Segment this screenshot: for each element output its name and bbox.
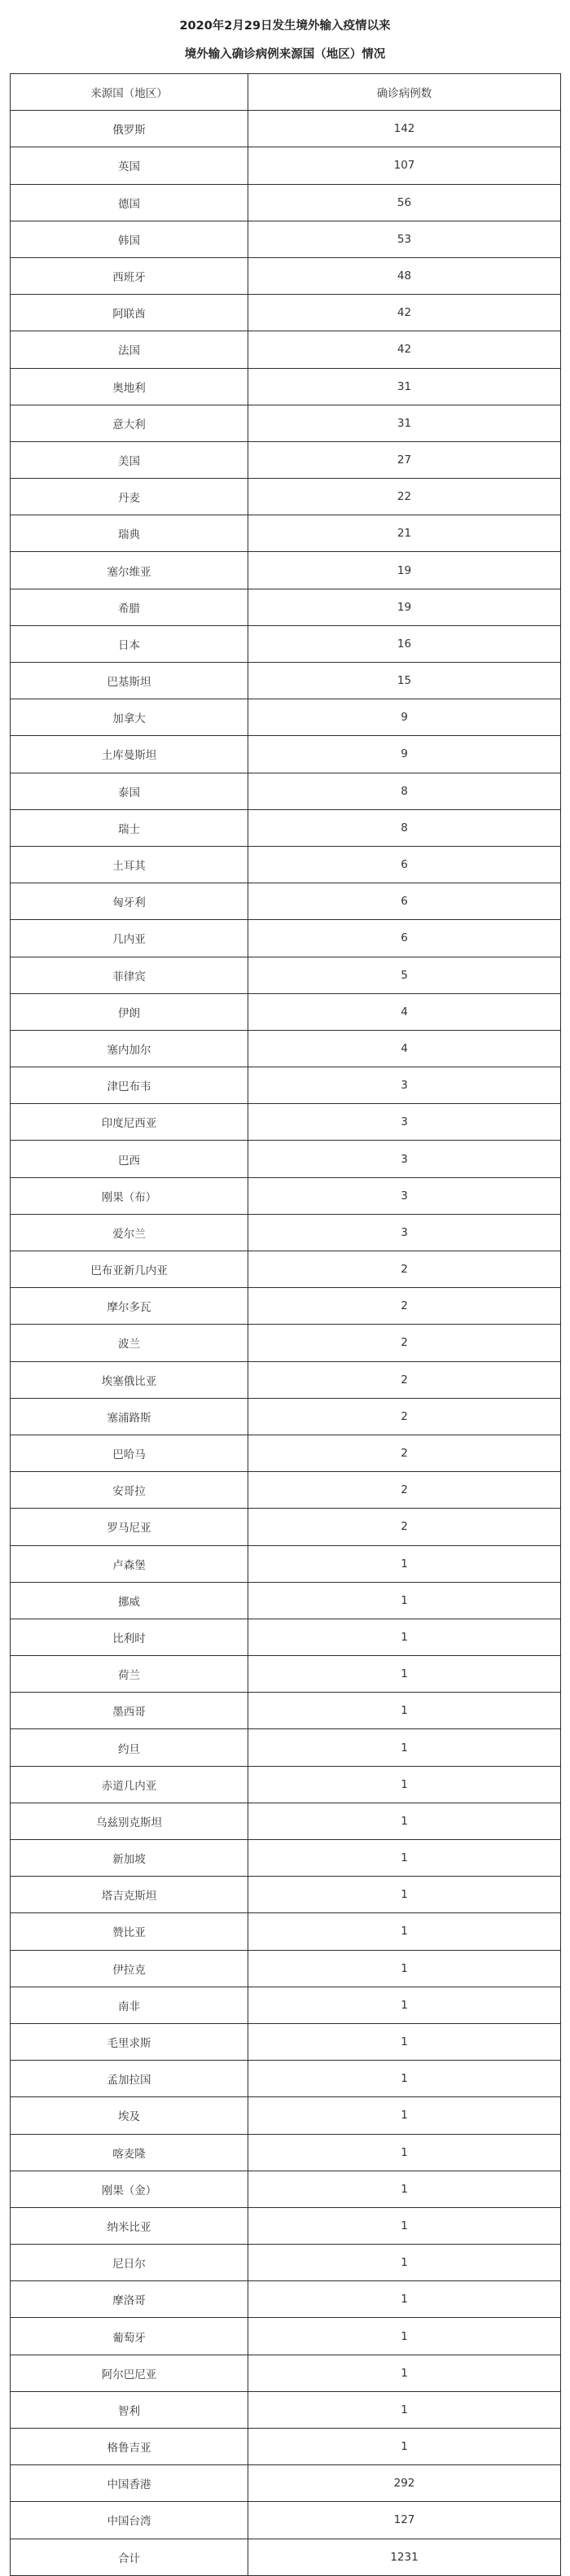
header-region: 来源国（地区）: [11, 74, 248, 111]
document-subtitle: 境外输入确诊病例来源国（地区）情况: [184, 48, 386, 61]
region-cell: 墨西哥: [11, 1693, 248, 1729]
table-row: [11, 1472, 561, 1509]
cases-cell: 2: [248, 1435, 561, 1471]
cases-cell: 3: [248, 1214, 561, 1251]
cases-cell: 5: [248, 957, 561, 993]
table-row: [11, 1877, 561, 1913]
table-row: [11, 1325, 561, 1361]
region-cell: 南非: [11, 1987, 248, 2023]
table-row: [11, 515, 561, 552]
region-cell: 新加坡: [11, 1840, 248, 1877]
cases-cell: 6: [248, 883, 561, 920]
table-row: [11, 2207, 561, 2244]
table-row: [11, 1803, 561, 1839]
cases-cell: 1: [248, 1656, 561, 1693]
region-cell: 奥地利: [11, 368, 248, 405]
cases-cell: 1: [248, 2207, 561, 2244]
cases-cell: 1: [248, 2171, 561, 2207]
table-row: [11, 2355, 561, 2391]
cases-cell: 19: [248, 589, 561, 625]
cases-cell: 19: [248, 552, 561, 589]
region-cell: 津巴布韦: [11, 1067, 248, 1104]
cases-cell: 16: [248, 625, 561, 662]
cases-cell: 1: [248, 1545, 561, 1582]
region-cell: 孟加拉国: [11, 2061, 248, 2097]
cases-cell: 9: [248, 736, 561, 773]
region-cell: 德国: [11, 184, 248, 221]
table-row: [11, 1141, 561, 1177]
region-cell: 瑞典: [11, 515, 248, 552]
region-cell: 中国台湾: [11, 2502, 248, 2539]
cases-cell: 1: [248, 2391, 561, 2428]
cases-cell: 3: [248, 1104, 561, 1141]
table-row: [11, 552, 561, 589]
cases-cell: 22: [248, 479, 561, 515]
table-row: [11, 2245, 561, 2281]
region-cell: 巴布亚新几内亚: [11, 1251, 248, 1288]
cases-table-body: [11, 74, 561, 2576]
table-row: [11, 331, 561, 368]
region-cell: 塔吉克斯坦: [11, 1877, 248, 1913]
cases-cell: 292: [248, 2465, 561, 2502]
cases-cell: 15: [248, 663, 561, 699]
table-row: [11, 883, 561, 920]
cases-cell: 31: [248, 368, 561, 405]
table-row: [11, 1766, 561, 1803]
cases-cell: 1: [248, 1877, 561, 1913]
region-cell: 比利时: [11, 1619, 248, 1655]
region-cell: 丹麦: [11, 479, 248, 515]
region-cell: 摩尔多瓦: [11, 1288, 248, 1325]
region-cell: 荷兰: [11, 1656, 248, 1693]
region-cell: 纳米比亚: [11, 2207, 248, 2244]
cases-cell: 1231: [248, 2539, 561, 2575]
region-cell: 爱尔兰: [11, 1214, 248, 1251]
cases-cell: 2: [248, 1509, 561, 1545]
table-header-row: [11, 74, 561, 111]
table-row: [11, 2281, 561, 2318]
region-cell: 赤道几内亚: [11, 1766, 248, 1803]
cases-cell: 8: [248, 809, 561, 846]
cases-cell: 1: [248, 2061, 561, 2097]
region-cell: 合计: [11, 2539, 248, 2575]
region-cell: 俄罗斯: [11, 111, 248, 147]
cases-cell: 42: [248, 295, 561, 331]
cases-cell: 3: [248, 1067, 561, 1104]
table-row: [11, 2502, 561, 2539]
region-cell: 中国香港: [11, 2465, 248, 2502]
table-row: [11, 1398, 561, 1435]
cases-cell: 142: [248, 111, 561, 147]
cases-cell: 2: [248, 1251, 561, 1288]
table-row: [11, 147, 561, 184]
cases-cell: 1: [248, 1729, 561, 1766]
table-row: [11, 1913, 561, 1950]
region-cell: 希腊: [11, 589, 248, 625]
region-cell: 英国: [11, 147, 248, 184]
region-cell: 刚果（布）: [11, 1177, 248, 1214]
region-cell: 塞浦路斯: [11, 1398, 248, 1435]
cases-cell: 27: [248, 441, 561, 478]
region-cell: 土库曼斯坦: [11, 736, 248, 773]
region-cell: 意大利: [11, 405, 248, 441]
table-row: [11, 1214, 561, 1251]
region-cell: 巴基斯坦: [11, 663, 248, 699]
cases-cell: 1: [248, 2281, 561, 2318]
cases-cell: 48: [248, 257, 561, 294]
cases-cell: 1: [248, 2134, 561, 2171]
region-cell: 西班牙: [11, 257, 248, 294]
cases-cell: 4: [248, 993, 561, 1030]
table-row: [11, 809, 561, 846]
table-row: [11, 663, 561, 699]
region-cell: 格鲁吉亚: [11, 2429, 248, 2465]
region-cell: 埃及: [11, 2097, 248, 2134]
table-row: [11, 625, 561, 662]
table-row: [11, 589, 561, 625]
cases-cell: 1: [248, 1913, 561, 1950]
cases-cell: 21: [248, 515, 561, 552]
cases-cell: 42: [248, 331, 561, 368]
table-row: [11, 111, 561, 147]
table-row: [11, 1950, 561, 1987]
region-cell: 瑞士: [11, 809, 248, 846]
table-row: [11, 1729, 561, 1766]
cases-cell: 3: [248, 1177, 561, 1214]
region-cell: 巴哈马: [11, 1435, 248, 1471]
cases-cell: 2: [248, 1325, 561, 1361]
region-cell: 加拿大: [11, 699, 248, 736]
table-row: [11, 1251, 561, 1288]
region-cell: 美国: [11, 441, 248, 478]
cases-cell: 2: [248, 1398, 561, 1435]
table-row: [11, 2097, 561, 2134]
cases-cell: 1: [248, 1987, 561, 2023]
table-row: [11, 846, 561, 883]
table-row: [11, 257, 561, 294]
cases-table: [10, 73, 561, 2576]
table-row: [11, 221, 561, 257]
table-row: [11, 2134, 561, 2171]
table-row: [11, 1656, 561, 1693]
region-cell: 阿联酋: [11, 295, 248, 331]
table-row: [11, 441, 561, 478]
table-row: [11, 920, 561, 957]
table-row: [11, 184, 561, 221]
table-row: [11, 1582, 561, 1619]
region-cell: 刚果（金）: [11, 2171, 248, 2207]
table-row: [11, 1361, 561, 1398]
table-row: [11, 1177, 561, 1214]
region-cell: 土耳其: [11, 846, 248, 883]
region-cell: 泰国: [11, 773, 248, 809]
table-row: [11, 1987, 561, 2023]
region-cell: 印度尼西亚: [11, 1104, 248, 1141]
cases-cell: 1: [248, 1582, 561, 1619]
cases-cell: 1: [248, 2318, 561, 2355]
cases-cell: 127: [248, 2502, 561, 2539]
cases-cell: 3: [248, 1141, 561, 1177]
cases-cell: 1: [248, 2355, 561, 2391]
table-row: [11, 1288, 561, 1325]
table-row: [11, 1030, 561, 1067]
table-row: [11, 479, 561, 515]
table-row: [11, 1435, 561, 1471]
table-row: [11, 2429, 561, 2465]
cases-cell: 9: [248, 699, 561, 736]
cases-cell: 2: [248, 1288, 561, 1325]
region-cell: 摩洛哥: [11, 2281, 248, 2318]
table-row: [11, 773, 561, 809]
cases-cell: 8: [248, 773, 561, 809]
cases-cell: 6: [248, 920, 561, 957]
region-cell: 阿尔巴尼亚: [11, 2355, 248, 2391]
region-cell: 匈牙利: [11, 883, 248, 920]
region-cell: 挪威: [11, 1582, 248, 1619]
cases-cell: 1: [248, 1803, 561, 1839]
region-cell: 约旦: [11, 1729, 248, 1766]
region-cell: 波兰: [11, 1325, 248, 1361]
document-title: 2020年2月29日发生境外输入疫情以来: [179, 20, 391, 33]
region-cell: 葡萄牙: [11, 2318, 248, 2355]
region-cell: 毛里求斯: [11, 2023, 248, 2060]
region-cell: 卢森堡: [11, 1545, 248, 1582]
table-row: [11, 1545, 561, 1582]
cases-cell: 2: [248, 1361, 561, 1398]
table-row: [11, 2318, 561, 2355]
table-row: [11, 699, 561, 736]
region-cell: 伊拉克: [11, 1950, 248, 1987]
cases-cell: 1: [248, 2097, 561, 2134]
table-row: [11, 2539, 561, 2575]
cases-cell: 6: [248, 846, 561, 883]
table-row: [11, 2391, 561, 2428]
region-cell: 尼日尔: [11, 2245, 248, 2281]
region-cell: 喀麦隆: [11, 2134, 248, 2171]
cases-cell: 1: [248, 1619, 561, 1655]
cases-cell: 1: [248, 1840, 561, 1877]
cases-cell: 1: [248, 2429, 561, 2465]
region-cell: 日本: [11, 625, 248, 662]
region-cell: 智利: [11, 2391, 248, 2428]
header-cases: 确诊病例数: [248, 74, 561, 111]
region-cell: 韩国: [11, 221, 248, 257]
table-row: [11, 1067, 561, 1104]
table-row: [11, 295, 561, 331]
table-row: [11, 2023, 561, 2060]
table-row: [11, 1840, 561, 1877]
cases-cell: 1: [248, 2245, 561, 2281]
table-row: [11, 736, 561, 773]
region-cell: 塞尔维亚: [11, 552, 248, 589]
table-row: [11, 993, 561, 1030]
table-row: [11, 1104, 561, 1141]
table-row: [11, 1619, 561, 1655]
region-cell: 乌兹别克斯坦: [11, 1803, 248, 1839]
table-row: [11, 2465, 561, 2502]
cases-cell: 2: [248, 1472, 561, 1509]
region-cell: 伊朗: [11, 993, 248, 1030]
region-cell: 菲律宾: [11, 957, 248, 993]
cases-cell: 56: [248, 184, 561, 221]
region-cell: 法国: [11, 331, 248, 368]
region-cell: 罗马尼亚: [11, 1509, 248, 1545]
region-cell: 巴西: [11, 1141, 248, 1177]
cases-cell: 1: [248, 1950, 561, 1987]
cases-cell: 53: [248, 221, 561, 257]
cases-cell: 1: [248, 2023, 561, 2060]
cases-cell: 1: [248, 1766, 561, 1803]
table-row: [11, 2061, 561, 2097]
table-row: [11, 1693, 561, 1729]
table-row: [11, 957, 561, 993]
cases-cell: 107: [248, 147, 561, 184]
cases-cell: 4: [248, 1030, 561, 1067]
region-cell: 埃塞俄比亚: [11, 1361, 248, 1398]
region-cell: 几内亚: [11, 920, 248, 957]
table-row: [11, 1509, 561, 1545]
region-cell: 安哥拉: [11, 1472, 248, 1509]
table-row: [11, 2171, 561, 2207]
table-row: [11, 405, 561, 441]
table-row: [11, 368, 561, 405]
cases-cell: 31: [248, 405, 561, 441]
cases-cell: 1: [248, 1693, 561, 1729]
region-cell: 赞比亚: [11, 1913, 248, 1950]
region-cell: 塞内加尔: [11, 1030, 248, 1067]
